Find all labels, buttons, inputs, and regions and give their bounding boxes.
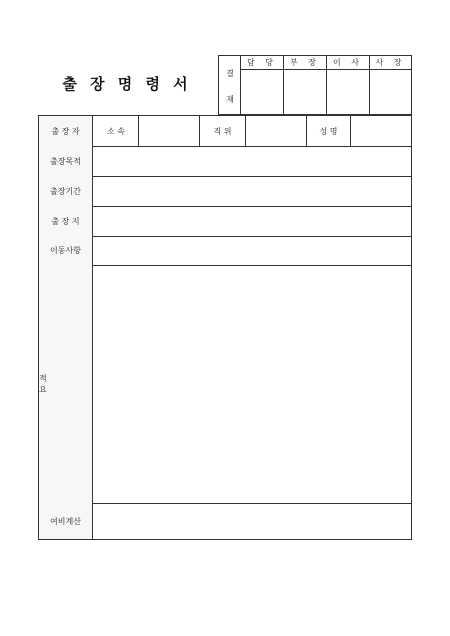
period-field[interactable] — [94, 176, 411, 206]
place-field[interactable] — [94, 206, 411, 236]
purpose-label: 출장목적 — [39, 146, 93, 176]
name-field[interactable] — [351, 116, 411, 146]
approval-col-sajang: 사 장 — [370, 56, 411, 70]
name-label: 성 명 — [319, 126, 338, 136]
expense-row — [39, 503, 411, 539]
traveler-label: 출 장 자 — [39, 116, 93, 146]
summary-row — [39, 265, 411, 504]
summary-label — [39, 265, 93, 503]
summary-field[interactable] — [94, 265, 411, 503]
purpose-field[interactable] — [94, 146, 411, 176]
movement-row — [39, 236, 411, 266]
movement-field[interactable] — [94, 236, 411, 265]
summary-label-text: 적 요 — [39, 374, 61, 394]
approval-label-cell — [219, 56, 241, 114]
approval-sign-sajang[interactable] — [370, 70, 411, 114]
approval-label-je: 재 — [226, 95, 234, 104]
document-title: 출 장 명 령 서 — [62, 75, 192, 93]
approval-label-gyeol: 결 — [226, 69, 234, 78]
expense-field[interactable] — [94, 503, 411, 539]
movement-label: 이동사항 — [39, 236, 93, 265]
traveler-row — [39, 116, 411, 147]
approval-col-isa: 이 사 — [327, 56, 370, 70]
purpose-row — [39, 146, 411, 177]
period-row — [39, 176, 411, 207]
approval-box — [218, 55, 412, 115]
dept-field[interactable] — [139, 116, 199, 146]
approval-sign-bujang[interactable] — [284, 70, 327, 114]
approval-col-bujang: 부 장 — [284, 56, 327, 70]
position-field[interactable] — [246, 116, 306, 146]
trip-order-form — [38, 115, 412, 540]
place-row — [39, 206, 411, 237]
expense-label: 여비계산 — [39, 503, 93, 539]
place-label: 출 장 지 — [39, 206, 93, 236]
period-label: 출장기간 — [39, 176, 93, 206]
approval-sign-isa[interactable] — [327, 70, 370, 114]
dept-label: 소 속 — [107, 126, 125, 136]
approval-col-damdang: 담 당 — [241, 56, 284, 70]
position-label: 직 위 — [213, 126, 232, 136]
approval-sign-damdang[interactable] — [241, 70, 284, 114]
